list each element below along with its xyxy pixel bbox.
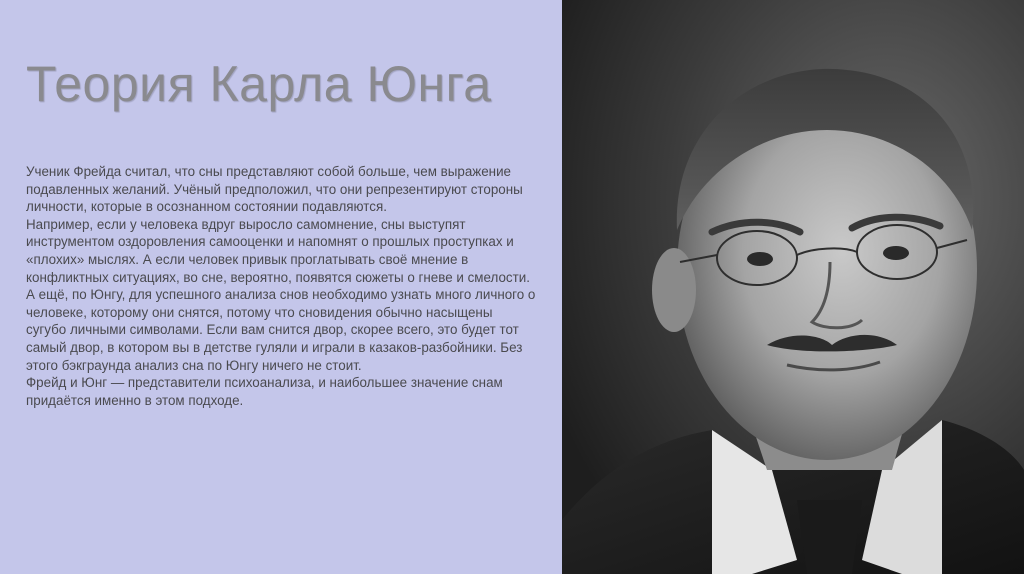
paragraph-3: А ещё, по Юнгу, для успешного анализа снов необходимо узнать много личного о человеке, которому они снятся, потому что сновидения обычно насыщены сугубо личными символами. Если вам снится двор, скорее всего, это будет тот самый двор, в котором вы в детстве гуляли и играли в казаков-разбойники. Без этого бэкграунда анализ сна по Юнгу ничего не стоит. (26, 287, 536, 373)
slide-title: Теория Карла Юнга (26, 56, 492, 112)
slide-body (26, 163, 536, 409)
paragraph-4: Фрейд и Юнг — представители психоанализа, и наибольшее значение снам придаётся именно в этом подходе. (26, 375, 503, 408)
paragraph-1: Ученик Фрейда считал, что сны представляют собой больше, чем выражение подавленных желаний. Учёный предположил, что они репрезентируют стороны личности, которые в осознанном состоянии подавляются. (26, 164, 523, 215)
portrait-photo (562, 0, 1024, 574)
paragraph-2: Например, если у человека вдруг выросло самомнение, сны выступят инструментом оздоровления самооценки и напомнят о прошлых проступках и «плохих» мыслях. А если человек привык проглатывать своё мнение в конфликтных ситуациях, во сне, вероятно, появятся сюжеты о гневе и смелости. (26, 216, 530, 285)
